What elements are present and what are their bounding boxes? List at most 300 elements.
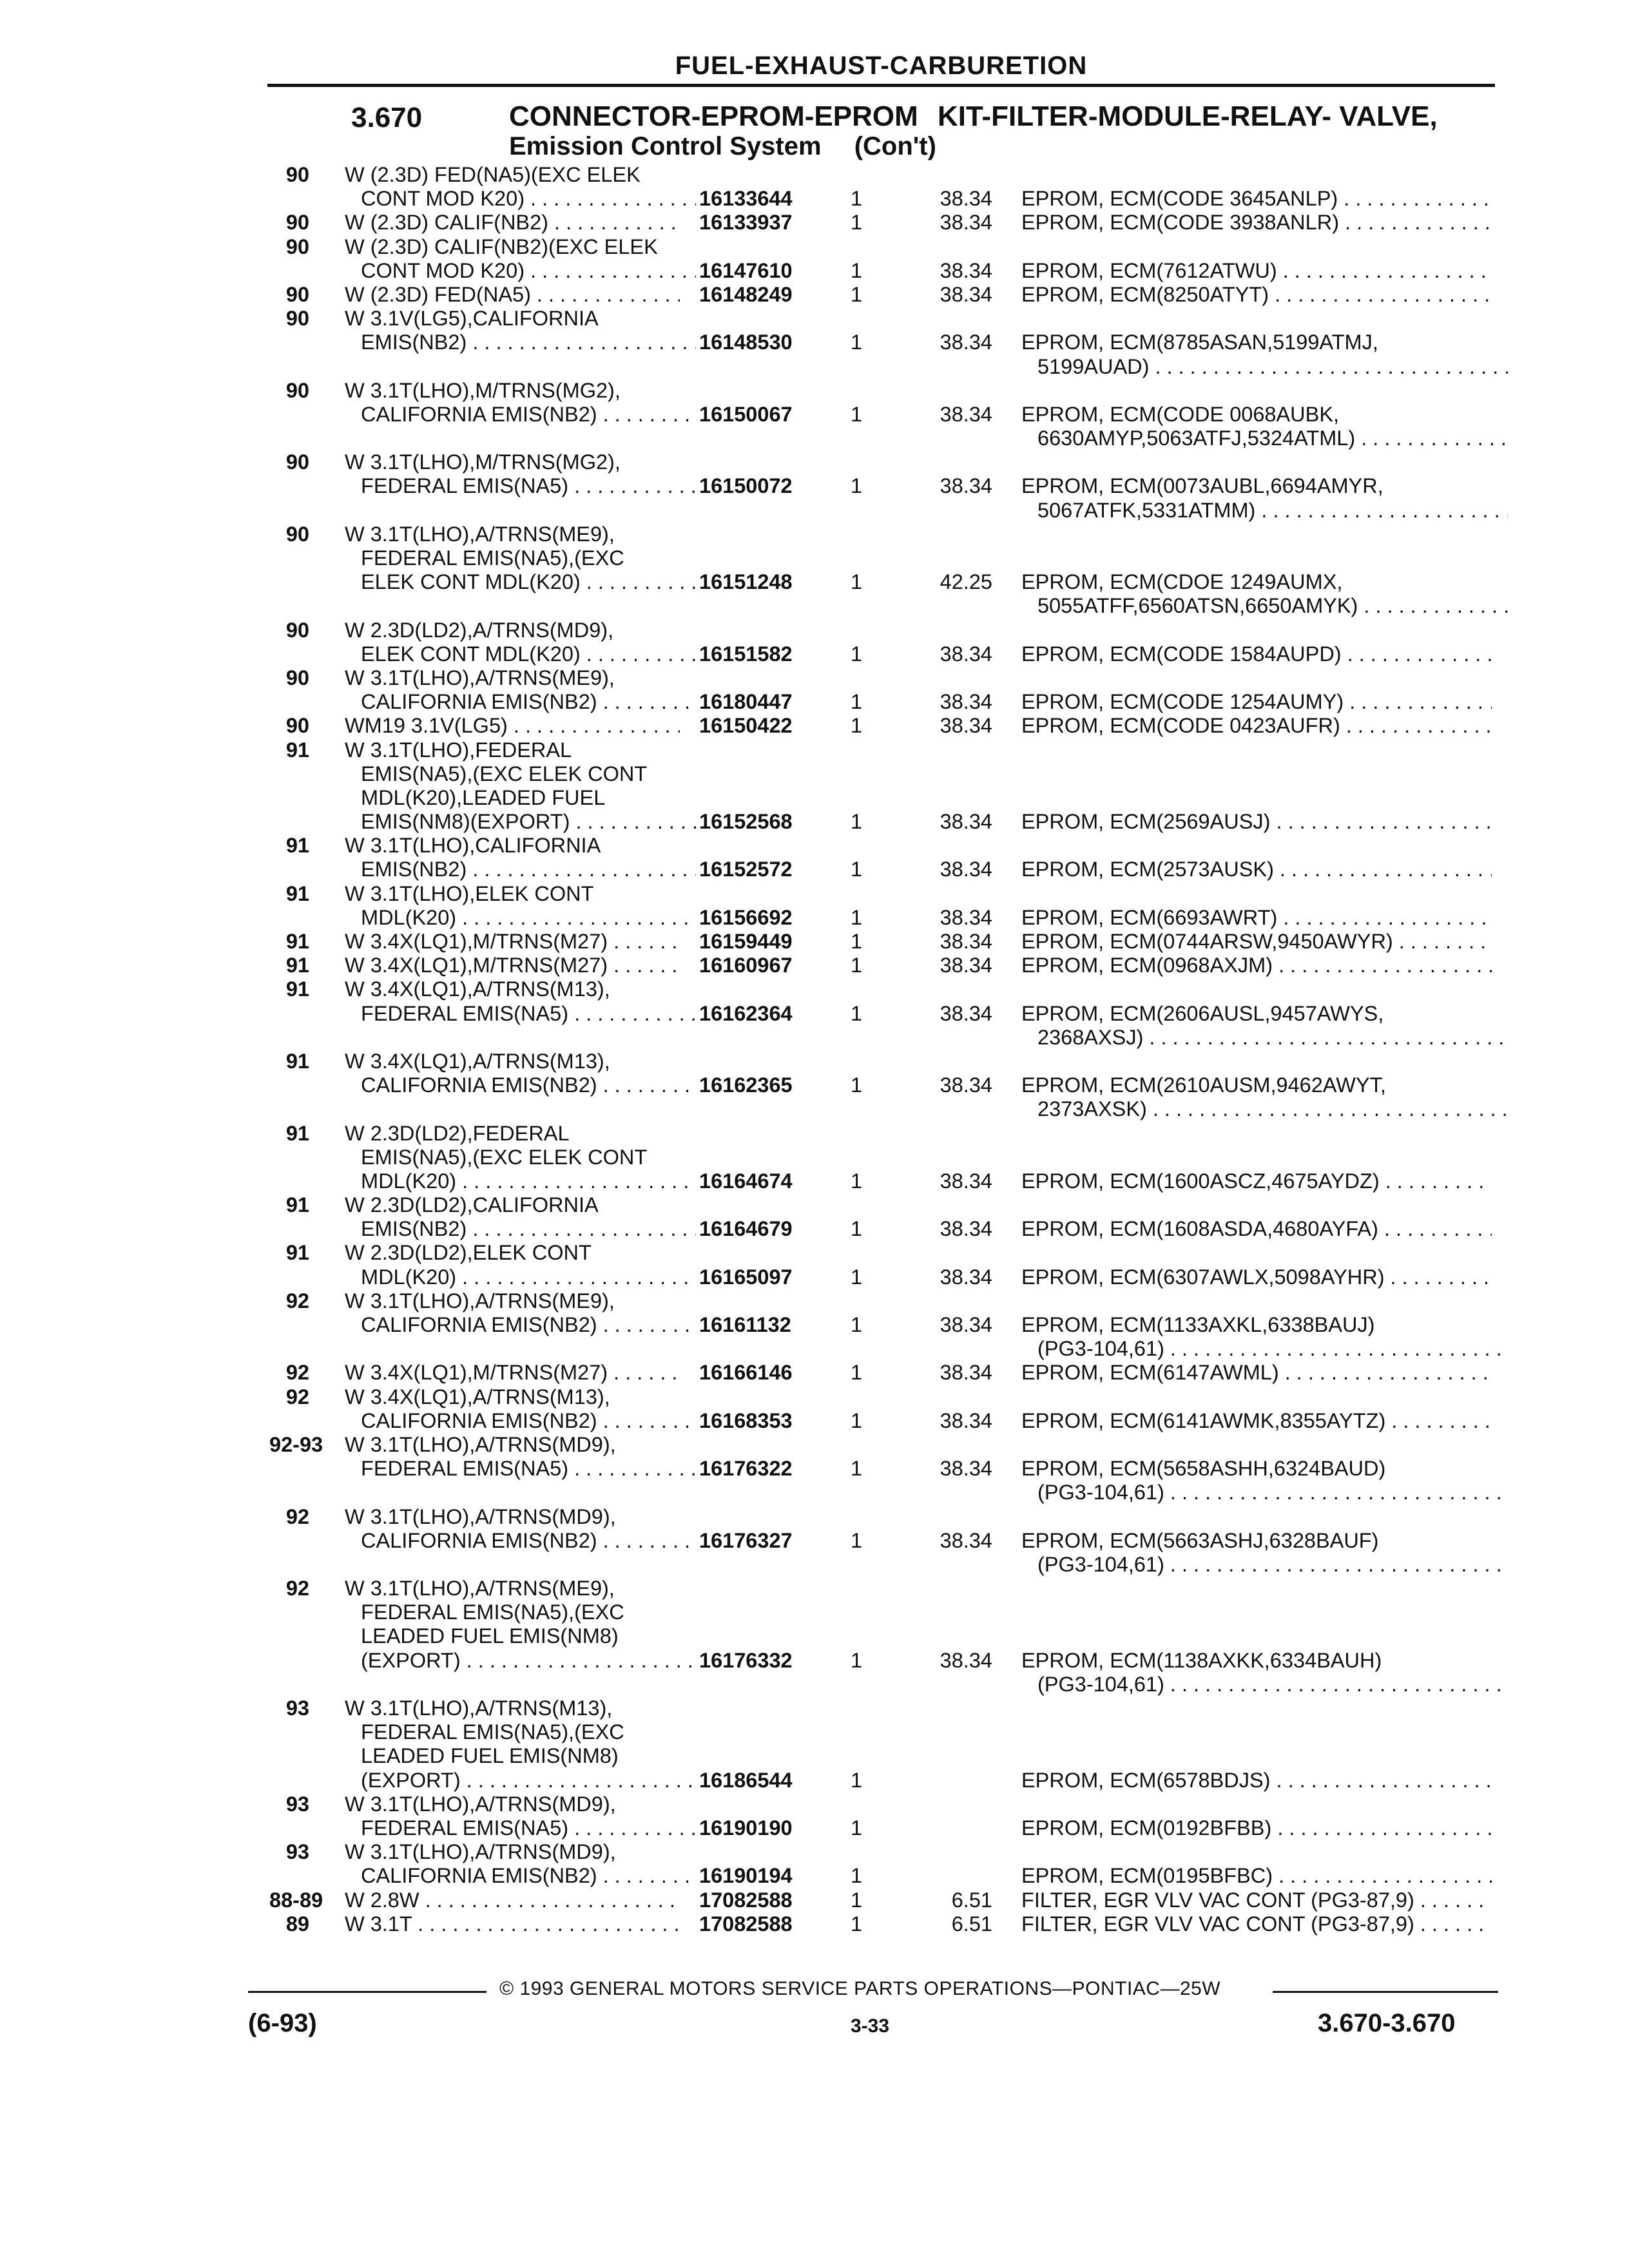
table-row	[0, 1553, 1629, 1577]
table-row	[0, 1002, 1629, 1026]
table-row	[0, 331, 1629, 354]
application-description: EMIS(NM8)(EXPORT) . . .	[361, 810, 696, 834]
table-row	[0, 1313, 1629, 1337]
model-year: 91	[285, 930, 309, 953]
part-number: 16162364	[699, 1001, 793, 1025]
table-row	[0, 1840, 1629, 1864]
part-description: EPROM, ECM(1138AXKK,6334BAUH)	[1021, 1648, 1382, 1672]
application-description: LEADED FUEL EMIS(NM8)	[361, 1744, 619, 1768]
application-description: EMIS(NB2) . . .	[361, 858, 696, 881]
header-rule	[267, 84, 1495, 87]
part-number: 16168353	[699, 1408, 793, 1432]
application-description: W 3.1V(LG5),CALIFORNIA	[345, 307, 599, 331]
price: 38.34	[940, 258, 992, 282]
part-number: 16190194	[699, 1864, 793, 1888]
table-row	[0, 307, 1629, 331]
table-row	[0, 1624, 1629, 1648]
model-year: 90	[285, 450, 309, 474]
part-number: 16160967	[699, 954, 793, 977]
quantity: 1	[851, 690, 863, 714]
table-row	[0, 1816, 1629, 1840]
part-description: EPROM, ECM(8785ASAN,5199ATMJ,	[1021, 331, 1378, 354]
table-row	[0, 187, 1629, 211]
part-number: 16150422	[699, 714, 793, 738]
part-description: EPROM, ECM(2610AUSM,9462AWYT,	[1021, 1073, 1386, 1097]
model-year: 90	[285, 714, 309, 738]
part-description: (PG3-104,61) . . .	[1037, 1337, 1508, 1361]
application-description: W (2.3D) CALIF(NB2)(EXC ELEK	[345, 235, 658, 258]
model-year: 91	[285, 738, 309, 762]
table-row	[0, 1792, 1629, 1816]
table-row	[0, 858, 1629, 881]
part-number: 16151248	[699, 570, 793, 594]
table-row	[0, 1457, 1629, 1481]
footer-copyright: © 1993 GENERAL MOTORS SERVICE PARTS OPERATIONS—PONTIAC—25W	[499, 1978, 1221, 1999]
section-title-part-2: KIT-FILTER-MODULE-RELAY- VALVE,	[938, 101, 1438, 132]
part-description: FILTER, EGR VLV VAC CONT (PG3-87,9) . . .	[1021, 1912, 1492, 1936]
table-row	[0, 1720, 1629, 1744]
model-year: 89	[285, 1912, 309, 1936]
price: 38.34	[940, 1528, 992, 1552]
table-row	[0, 1649, 1629, 1673]
table-row	[0, 1409, 1629, 1433]
application-description: W 3.1T(LHO),A/TRNS(ME9),	[345, 522, 615, 546]
application-description: CONT MOD K20) . . .	[361, 187, 696, 211]
price: 38.34	[940, 1073, 992, 1097]
table-row	[0, 690, 1629, 714]
part-description: FILTER, EGR VLV VAC CONT (PG3-87,9) . . .	[1021, 1888, 1492, 1912]
price: 38.34	[940, 1408, 992, 1432]
part-number: 16152572	[699, 858, 793, 881]
part-description: 5055ATFF,6560ATSN,6650AMYK) . . .	[1037, 594, 1508, 618]
application-description: FEDERAL EMIS(NA5) . . .	[361, 474, 696, 498]
quantity: 1	[851, 905, 863, 929]
application-description: ELEK CONT MDL(K20) . . .	[361, 642, 696, 666]
application-description: EMIS(NB2) . . .	[361, 331, 696, 354]
table-row	[0, 1169, 1629, 1193]
price: 38.34	[940, 1169, 992, 1193]
table-row	[0, 1097, 1629, 1121]
model-year: 91	[285, 1241, 309, 1265]
quantity: 1	[851, 1073, 863, 1097]
section-subtitle: Emission Control System	[509, 132, 822, 160]
part-number: 16133644	[699, 187, 793, 211]
application-description: W 3.4X(LQ1),A/TRNS(M13),	[345, 1049, 610, 1073]
model-year: 90	[285, 618, 309, 642]
price: 38.34	[940, 690, 992, 714]
application-description: EMIS(NA5),(EXC ELEK CONT	[361, 762, 648, 785]
part-description: EPROM, ECM(6147AWML) . . .	[1021, 1361, 1492, 1385]
table-row	[0, 235, 1629, 259]
table-row	[0, 259, 1629, 283]
application-description: W 2.3D(LD2),ELEK CONT	[345, 1241, 592, 1265]
quantity: 1	[851, 1768, 863, 1792]
table-row	[0, 1864, 1629, 1888]
application-description: W 3.1T(LHO),A/TRNS(M13),	[345, 1696, 613, 1720]
part-description: (PG3-104,61) . . .	[1037, 1481, 1508, 1504]
model-year: 90	[285, 163, 309, 186]
application-description: W 3.1T(LHO),A/TRNS(ME9),	[345, 666, 615, 689]
part-number: 16152568	[699, 810, 793, 834]
part-description: EPROM, ECM(5663ASHJ,6328BAUF)	[1021, 1528, 1379, 1552]
quantity: 1	[851, 1816, 863, 1840]
model-year: 91	[285, 1049, 309, 1073]
application-description: W 2.3D(LD2),FEDERAL	[345, 1121, 570, 1145]
footer-section-ref: 3.670-3.670	[1318, 2009, 1456, 2037]
quantity: 1	[851, 1888, 863, 1912]
part-number: 16166146	[699, 1361, 793, 1385]
quantity: 1	[851, 1912, 863, 1936]
application-description: W 3.4X(LQ1),A/TRNS(M13),	[345, 1385, 610, 1408]
application-description: W 3.1T(LHO),M/TRNS(MG2),	[345, 378, 621, 402]
application-description: W 3.1T(LHO),A/TRNS(MD9),	[345, 1432, 616, 1456]
part-description: EPROM, ECM(6307AWLX,5098AYHR) . . .	[1021, 1265, 1492, 1289]
model-year: 93	[285, 1840, 309, 1864]
table-row	[0, 1600, 1629, 1624]
part-description: EPROM, ECM(CODE 3938ANLR) . . .	[1021, 211, 1492, 235]
part-description: EPROM, ECM(1600ASCZ,4675AYDZ) . . .	[1021, 1169, 1492, 1193]
application-description: W 3.4X(LQ1),M/TRNS(M27) . . .	[345, 930, 680, 954]
part-number: 16148249	[699, 282, 793, 306]
table-row	[0, 786, 1629, 810]
table-row	[0, 523, 1629, 546]
quantity: 1	[851, 1001, 863, 1025]
table-row	[0, 163, 1629, 187]
quantity: 1	[851, 1265, 863, 1289]
price: 38.34	[940, 642, 992, 666]
table-row	[0, 666, 1629, 690]
application-description: W 3.1T . . .	[345, 1912, 680, 1936]
table-row	[0, 906, 1629, 930]
table-row	[0, 1505, 1629, 1529]
model-year: 92	[285, 1504, 309, 1528]
application-description: W 3.1T(LHO),A/TRNS(MD9),	[345, 1792, 616, 1816]
part-description: EPROM, ECM(0195BFBC) . . .	[1021, 1864, 1492, 1888]
price: 38.34	[940, 954, 992, 977]
footer-rule-right	[1273, 1991, 1498, 1993]
application-description: FEDERAL EMIS(NA5) . . .	[361, 1816, 696, 1840]
part-description: EPROM, ECM(5658ASHH,6324BAUD)	[1021, 1457, 1386, 1481]
price: 6.51	[951, 1888, 992, 1912]
quantity: 1	[851, 714, 863, 738]
application-description: MDL(K20) . . .	[361, 1265, 696, 1289]
part-description: EPROM, ECM(6141AWMK,8355AYTZ) . . .	[1021, 1409, 1492, 1433]
table-row	[0, 379, 1629, 403]
quantity: 1	[851, 570, 863, 594]
part-number: 17082588	[699, 1912, 793, 1936]
table-row	[0, 1577, 1629, 1600]
table-row	[0, 1696, 1629, 1720]
quantity: 1	[851, 954, 863, 977]
part-number: 16190190	[699, 1816, 793, 1840]
part-number: 16151582	[699, 642, 793, 666]
model-year: 91	[285, 1121, 309, 1145]
part-description: EPROM, ECM(CDOE 1249AUMX,	[1021, 570, 1343, 594]
quantity: 1	[851, 1528, 863, 1552]
table-row	[0, 427, 1629, 450]
table-row	[0, 1122, 1629, 1146]
part-description: EPROM, ECM(8250ATYT) . . .	[1021, 283, 1492, 307]
section-title-part-1: CONNECTOR-EPROM-EPROM	[509, 101, 918, 132]
part-description: EPROM, ECM(6693AWRT) . . .	[1021, 906, 1492, 930]
footer-rule-left	[248, 1991, 487, 1993]
model-year: 91	[285, 834, 309, 858]
model-year: 90	[285, 378, 309, 402]
price: 38.34	[940, 858, 992, 881]
table-row	[0, 1337, 1629, 1361]
part-description: 6630AMYP,5063ATFJ,5324ATML) . . .	[1037, 427, 1508, 450]
footer-copyright-line	[248, 1978, 1498, 2004]
application-description: MDL(K20) . . .	[361, 906, 696, 930]
model-year: 90	[285, 307, 309, 331]
quantity: 1	[851, 402, 863, 426]
model-year: 93	[285, 1696, 309, 1720]
application-description: W 3.1T(LHO),A/TRNS(MD9),	[345, 1504, 616, 1528]
part-description: EPROM, ECM(CODE 3645ANLP) . . .	[1021, 187, 1492, 211]
price: 38.34	[940, 1313, 992, 1336]
part-number: 16161132	[699, 1313, 791, 1336]
quantity: 1	[851, 1408, 863, 1432]
application-description: W 2.3D(LD2),A/TRNS(MD9),	[345, 618, 614, 642]
application-description: CONT MOD K20) . . .	[361, 259, 696, 283]
table-row	[0, 594, 1629, 618]
model-year: 92	[285, 1361, 309, 1385]
price: 38.34	[940, 930, 992, 953]
model-year: 93	[285, 1792, 309, 1816]
part-description: EPROM, ECM(2573AUSK) . . .	[1021, 858, 1492, 881]
application-description: (EXPORT) . . .	[361, 1769, 696, 1792]
application-description: FEDERAL EMIS(NA5),(EXC	[361, 1600, 624, 1624]
application-description: W 3.1T(LHO),CALIFORNIA	[345, 834, 601, 858]
application-description: ELEK CONT MDL(K20) . . .	[361, 570, 696, 594]
application-description: MDL(K20),LEADED FUEL	[361, 785, 606, 809]
price: 38.34	[940, 1648, 992, 1672]
table-row	[0, 954, 1629, 977]
price: 6.51	[951, 1912, 992, 1936]
application-description: EMIS(NB2) . . .	[361, 1217, 696, 1241]
quantity: 1	[851, 1361, 863, 1385]
part-description: EPROM, ECM(6578BDJS) . . .	[1021, 1769, 1492, 1792]
section-continued: (Con't)	[854, 132, 936, 160]
price: 38.34	[940, 1457, 992, 1481]
part-number: 16164679	[699, 1217, 793, 1241]
application-description: W 3.1T(LHO),A/TRNS(ME9),	[345, 1577, 615, 1600]
application-description: CALIFORNIA EMIS(NB2) . . .	[361, 403, 696, 427]
table-row	[0, 1073, 1629, 1097]
application-description: W 2.8W . . .	[345, 1888, 680, 1912]
application-description: LEADED FUEL EMIS(NM8)	[361, 1624, 619, 1648]
part-description: (PG3-104,61) . . .	[1037, 1553, 1508, 1577]
table-row	[0, 930, 1629, 954]
model-year: 91	[285, 1193, 309, 1217]
quantity: 1	[851, 282, 863, 306]
quantity: 1	[851, 211, 863, 235]
part-description: (PG3-104,61) . . .	[1037, 1673, 1508, 1696]
section-number: 3.670	[351, 102, 423, 133]
quantity: 1	[851, 1864, 863, 1888]
part-description: 5067ATFK,5331ATMM) . . .	[1037, 499, 1508, 523]
price: 38.34	[940, 282, 992, 306]
part-description: 5199AUAD) . . .	[1037, 355, 1508, 379]
quantity: 1	[851, 187, 863, 211]
table-row	[0, 546, 1629, 570]
model-year: 90	[285, 522, 309, 546]
table-row	[0, 1289, 1629, 1313]
price: 38.34	[940, 810, 992, 834]
part-description: EPROM, ECM(0968AXJM) . . .	[1021, 954, 1492, 977]
model-year: 92	[285, 1577, 309, 1600]
table-row	[0, 1481, 1629, 1504]
price: 38.34	[940, 402, 992, 426]
application-description: CALIFORNIA EMIS(NB2) . . .	[361, 1313, 696, 1337]
price: 38.34	[940, 1361, 992, 1385]
application-description: EMIS(NA5),(EXC ELEK CONT	[361, 1145, 648, 1169]
application-description: W 2.3D(LD2),CALIFORNIA	[345, 1193, 599, 1217]
table-row	[0, 1769, 1629, 1792]
price: 38.34	[940, 905, 992, 929]
price: 38.34	[940, 331, 992, 354]
table-row	[0, 1026, 1629, 1050]
part-description: EPROM, ECM(0073AUBL,6694AMYR,	[1021, 474, 1383, 498]
model-year: 91	[285, 954, 309, 977]
table-row	[0, 882, 1629, 906]
model-year: 92-93	[269, 1432, 323, 1456]
table-row	[0, 211, 1629, 235]
part-number: 16150072	[699, 474, 793, 498]
table-row	[0, 619, 1629, 642]
part-number: 16186544	[699, 1768, 793, 1792]
table-row	[0, 810, 1629, 834]
part-description: EPROM, ECM(2606AUSL,9457AWYS,	[1021, 1001, 1384, 1025]
price: 38.34	[940, 1217, 992, 1241]
part-description: EPROM, ECM(0744ARSW,9450AWYR) . . .	[1021, 930, 1492, 954]
table-row	[0, 1265, 1629, 1289]
part-number: 16176327	[699, 1528, 793, 1552]
price: 38.34	[940, 714, 992, 738]
model-year: 90	[285, 235, 309, 258]
quantity: 1	[851, 331, 863, 354]
part-number: 16164674	[699, 1169, 793, 1193]
application-description: CALIFORNIA EMIS(NB2) . . .	[361, 690, 696, 714]
table-row	[0, 1146, 1629, 1169]
table-row	[0, 450, 1629, 474]
table-row	[0, 738, 1629, 762]
application-description: FEDERAL EMIS(NA5),(EXC	[361, 546, 624, 570]
price: 42.25	[940, 570, 992, 594]
quantity: 1	[851, 258, 863, 282]
quantity: 1	[851, 1169, 863, 1193]
application-description: W 3.1T(LHO),A/TRNS(ME9),	[345, 1289, 615, 1312]
application-description: W 3.4X(LQ1),M/TRNS(M27) . . .	[345, 1361, 680, 1385]
price: 38.34	[940, 211, 992, 235]
model-year: 90	[285, 282, 309, 306]
table-row	[0, 1529, 1629, 1553]
part-description: EPROM, ECM(CODE 0423AUFR) . . .	[1021, 714, 1492, 738]
table-row	[0, 474, 1629, 498]
price: 38.34	[940, 474, 992, 498]
part-number: 16148530	[699, 331, 793, 354]
table-row	[0, 714, 1629, 738]
quantity: 1	[851, 1648, 863, 1672]
quantity: 1	[851, 858, 863, 881]
part-description: EPROM, ECM(0192BFBB) . . .	[1021, 1816, 1492, 1840]
application-description: W (2.3D) CALIF(NB2) . . .	[345, 211, 680, 235]
price: 38.34	[940, 1001, 992, 1025]
quantity: 1	[851, 930, 863, 953]
model-year: 91	[285, 881, 309, 905]
application-description: CALIFORNIA EMIS(NB2) . . .	[361, 1409, 696, 1433]
parts-table	[0, 163, 1629, 1936]
application-description: W (2.3D) FED(NA5) . . .	[345, 283, 680, 307]
application-description: W 3.4X(LQ1),A/TRNS(M13),	[345, 977, 610, 1001]
quantity: 1	[851, 474, 863, 498]
model-year: 92	[285, 1289, 309, 1312]
table-row	[0, 762, 1629, 786]
part-description: EPROM, ECM(2569AUSJ) . . .	[1021, 810, 1492, 834]
table-row	[0, 834, 1629, 858]
application-description: W 3.1T(LHO),M/TRNS(MG2),	[345, 450, 621, 474]
quantity: 1	[851, 1313, 863, 1336]
table-row	[0, 1193, 1629, 1217]
table-row	[0, 1888, 1629, 1912]
price: 38.34	[940, 187, 992, 211]
application-description: FEDERAL EMIS(NA5) . . .	[361, 1457, 696, 1481]
part-description: EPROM, ECM(7612ATWU) . . .	[1021, 259, 1492, 283]
application-description: CALIFORNIA EMIS(NB2) . . .	[361, 1529, 696, 1553]
quantity: 1	[851, 1457, 863, 1481]
table-row	[0, 642, 1629, 666]
table-row	[0, 1241, 1629, 1265]
footer-page-number: 3-33	[851, 2015, 890, 2037]
application-description: (EXPORT) . . .	[361, 1649, 696, 1673]
application-description: W (2.3D) FED(NA5)(EXC ELEK	[345, 163, 641, 186]
part-number: 16159449	[699, 930, 793, 953]
table-row	[0, 977, 1629, 1001]
model-year: 91	[285, 977, 309, 1001]
part-description: EPROM, ECM(1608ASDA,4680AYFA) . . .	[1021, 1217, 1492, 1241]
application-description: W 3.4X(LQ1),M/TRNS(M27) . . .	[345, 954, 680, 977]
quantity: 1	[851, 1217, 863, 1241]
application-description: FEDERAL EMIS(NA5) . . .	[361, 1002, 696, 1026]
part-number: 16150067	[699, 402, 793, 426]
application-description: MDL(K20) . . .	[361, 1169, 696, 1193]
part-number: 16176322	[699, 1457, 793, 1481]
table-row	[0, 355, 1629, 379]
price: 38.34	[940, 1265, 992, 1289]
part-description: EPROM, ECM(CODE 1254AUMY) . . .	[1021, 690, 1492, 714]
table-row	[0, 1433, 1629, 1457]
application-description: CALIFORNIA EMIS(NB2) . . .	[361, 1073, 696, 1097]
table-row	[0, 1673, 1629, 1696]
table-row	[0, 1744, 1629, 1768]
application-description: W 3.1T(LHO),ELEK CONT	[345, 881, 594, 905]
table-row	[0, 1217, 1629, 1241]
page-header: FUEL-EXHAUST-CARBURETION	[675, 52, 1088, 80]
part-number: 16156692	[699, 905, 793, 929]
part-number: 16162365	[699, 1073, 793, 1097]
section-title	[509, 102, 1438, 161]
model-year: 92	[285, 1385, 309, 1408]
part-number: 16165097	[699, 1265, 793, 1289]
application-description: WM19 3.1V(LG5) . . .	[345, 714, 680, 738]
part-number: 16133937	[699, 211, 793, 235]
part-description: EPROM, ECM(CODE 1584AUPD) . . .	[1021, 642, 1492, 666]
table-row	[0, 1050, 1629, 1073]
table-row	[0, 1912, 1629, 1936]
model-year: 90	[285, 211, 309, 235]
part-description: EPROM, ECM(1133AXKL,6338BAUJ)	[1021, 1313, 1375, 1336]
table-row	[0, 283, 1629, 307]
